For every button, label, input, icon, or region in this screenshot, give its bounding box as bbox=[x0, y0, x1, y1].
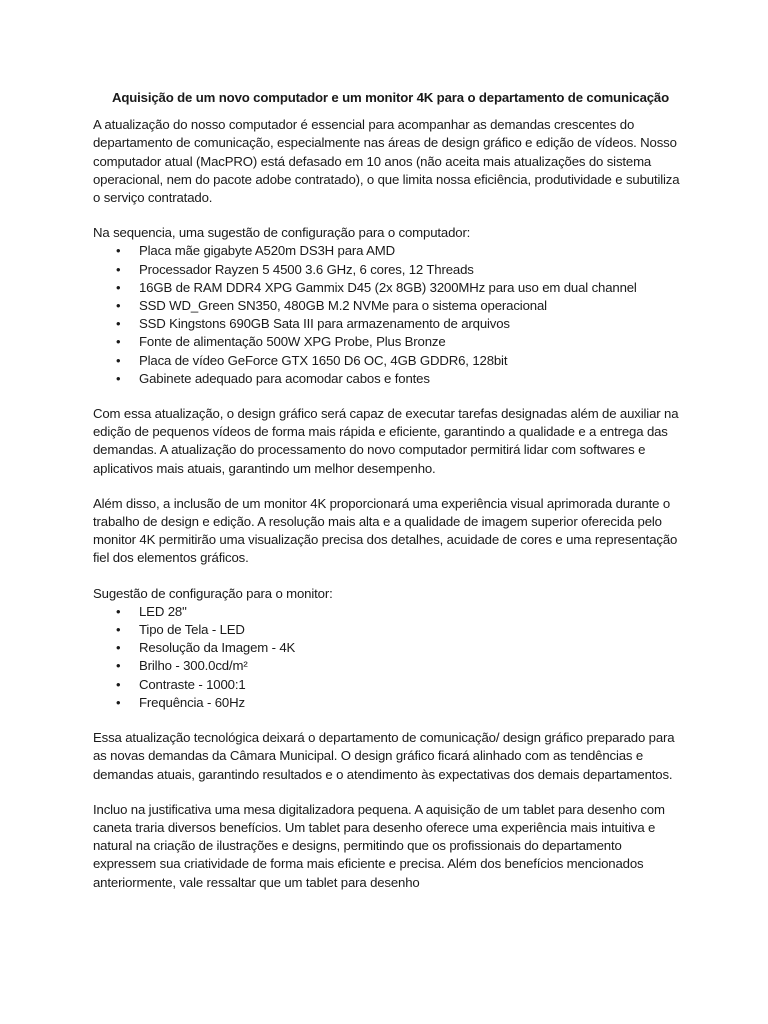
document-body bbox=[93, 89, 688, 909]
bullet-icon: • bbox=[116, 640, 121, 656]
list-item: • 16GB de RAM DDR4 XPG Gammix D45 (2x 8GB) 3200MHz para uso em dual channel bbox=[93, 279, 688, 297]
bullet-icon: • bbox=[116, 334, 121, 350]
list-item: • Frequência - 60Hz bbox=[93, 694, 688, 712]
bullet-icon: • bbox=[116, 316, 121, 332]
list-item: • Resolução da Imagem - 4K bbox=[93, 639, 688, 657]
document-title: Aquisição de um novo computador e um monitor 4K para o departamento de comunicação bbox=[111, 90, 670, 105]
list-item: • Tipo de Tela - LED bbox=[93, 621, 688, 639]
tablet-paragraph: Incluo na justificativa uma mesa digitalizadora pequena. A aquisição de um tablet para desenho com caneta traria diversos benefícios. Um tablet para desenho oferece uma experiência mais intuitiva e natural na criação de ilustrações e designs, permitindo que os profissionais do departamento expressem sua criatividade de forma mais eficiente e precisa. Além dos benefícios mencionados anteriormente, vale ressaltar que um tablet para desenho bbox=[93, 801, 665, 890]
list-item: • Brilho - 300.0cd/m² bbox=[93, 657, 688, 675]
bullet-icon: • bbox=[116, 603, 121, 619]
list-item: • SSD WD_Green SN350, 480GB M.2 NVMe para o sistema operacional bbox=[93, 297, 688, 315]
list-item: • SSD Kingstons 690GB Sata III para armazenamento de arquivos bbox=[93, 315, 688, 333]
monitor-config-lead: Sugestão de configuração para o monitor: bbox=[93, 585, 333, 601]
design-paragraph: Com essa atualização, o design gráfico será capaz de executar tarefas designadas além de auxiliar na edição de pequenos vídeos de forma mais rápida e eficiente, garantindo a qualidade e a entrega das demandas. A atualização do processamento do novo computador permitirá lidar com softwares e aplicativos mais atuais, garantindo um melhor desempenho. bbox=[93, 406, 679, 476]
bullet-icon: • bbox=[116, 352, 121, 368]
bullet-icon: • bbox=[116, 279, 121, 295]
computer-config-lead: Na sequencia, uma sugestão de configuração para o computador: bbox=[93, 225, 471, 241]
list-item: • Gabinete adequado para acomodar cabos e fontes bbox=[93, 370, 688, 388]
bullet-icon: • bbox=[116, 694, 121, 710]
list-item: • LED 28" bbox=[93, 603, 688, 621]
monitor-paragraph: Além disso, a inclusão de um monitor 4K proporcionará uma experiência visual aprimorada durante o trabalho de design e edição. A resolução mais alta e a qualidade de imagem superior oferecida pelo monitor 4K permitirão uma visualização precisa dos detalhes, acuidade de cores e uma representação fiel dos elementos gráficos. bbox=[93, 495, 678, 566]
monitor-config-list bbox=[93, 603, 688, 712]
computer-config-list bbox=[93, 242, 688, 388]
list-item: • Contraste - 1000:1 bbox=[93, 676, 688, 694]
bullet-icon: • bbox=[116, 676, 121, 692]
bullet-icon: • bbox=[116, 261, 121, 277]
bullet-icon: • bbox=[116, 658, 121, 674]
intro-paragraph: A atualização do nosso computador é essencial para acompanhar as demandas crescentes do departamento de comunicação, especialmente nas áreas de design gráfico e edição de vídeos. Nosso computador atual (MacPRO) está defasado em 10 anos (não aceita mais atualizações do sistema operacional, nem do pacote adobe contratado), o que limita nossa eficiência, produtividade e subutiliza o serviço contratado. bbox=[93, 117, 680, 206]
list-item: • Processador Rayzen 5 4500 3.6 GHz, 6 cores, 12 Threads bbox=[93, 261, 688, 279]
bullet-icon: • bbox=[116, 298, 121, 314]
conclusion-paragraph: Essa atualização tecnológica deixará o departamento de comunicação/ design gráfico preparado para as novas demandas da Câmara Municipal. O design gráfico ficará alinhado com as tendências e demandas atuais, garantindo resultados e o atendimento às expectativas dos demais departamentos. bbox=[93, 730, 675, 782]
list-item: • Placa mãe gigabyte A520m DS3H para AMD bbox=[93, 242, 688, 260]
bullet-icon: • bbox=[116, 622, 121, 638]
list-item: • Fonte de alimentação 500W XPG Probe, Plus Bronze bbox=[93, 333, 688, 351]
bullet-icon: • bbox=[116, 370, 121, 386]
list-item: • Placa de vídeo GeForce GTX 1650 D6 OC, 4GB GDDR6, 128bit bbox=[93, 352, 688, 370]
bullet-icon: • bbox=[116, 243, 121, 259]
